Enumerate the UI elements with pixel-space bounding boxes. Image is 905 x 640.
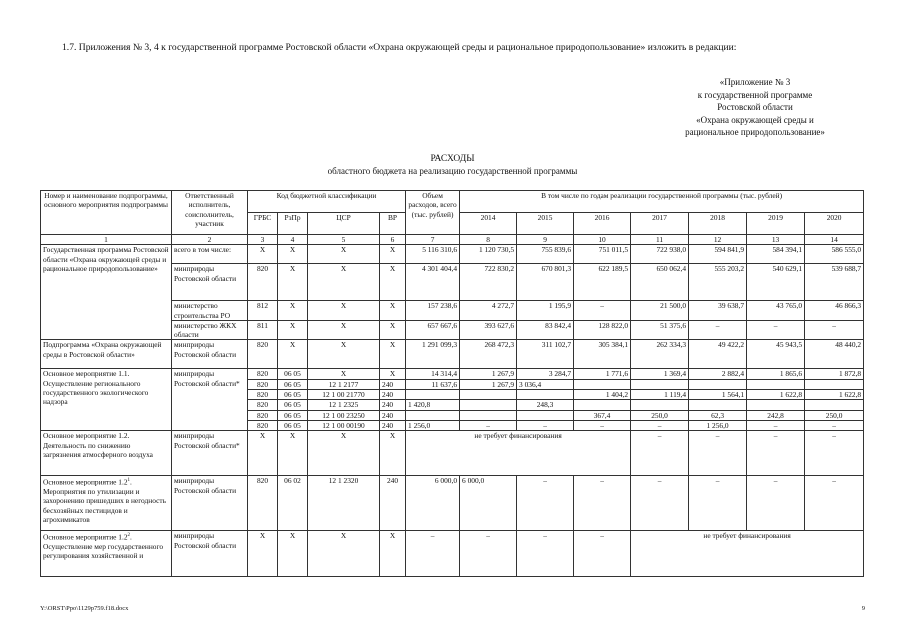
appendix-line: Ростовской области — [717, 102, 793, 112]
executor-cell: минприроды Ростовской области — [172, 476, 248, 531]
grbs-cell: 820 — [248, 369, 278, 379]
header-year: 2019 — [747, 213, 805, 235]
year-cell: 3 036,4 — [517, 379, 574, 389]
year-cell: 584 394,1 — [747, 245, 805, 264]
header-row — [41, 191, 864, 213]
rzpr-cell: X — [278, 264, 308, 301]
year-cell: – — [805, 476, 864, 531]
header-years-title: В том числе по годам реализации государственной программы (тыс. рублей) — [460, 191, 864, 213]
col-num: 13 — [747, 235, 805, 245]
year-cell: – — [631, 431, 689, 476]
total-cell: 1 256,0 — [406, 420, 460, 430]
year-cell: – — [805, 431, 864, 476]
appendix-line: «Приложение № 3 — [719, 77, 791, 87]
vr-cell: 240 — [380, 476, 406, 531]
table-row — [41, 369, 864, 379]
vr-cell: X — [380, 369, 406, 379]
header-volume: Объем расходов, всего (тыс. рублей) — [406, 191, 460, 235]
executor-cell: всего в том числе: — [172, 245, 248, 264]
year-cell: 51 375,6 — [631, 320, 689, 340]
grbs-cell: X — [248, 531, 278, 577]
col-num: 5 — [308, 235, 380, 245]
rzpr-cell: 06 05 — [278, 379, 308, 389]
header-budget-code: Код бюджетной классификации — [248, 191, 406, 213]
year-cell: 242,8 — [747, 410, 805, 420]
executor-cell: министерство ЖКХ области — [172, 320, 248, 340]
total-cell: – — [406, 531, 460, 577]
year-cell: – — [805, 320, 864, 340]
year-cell: 128 822,0 — [574, 320, 631, 340]
col-num: 14 — [805, 235, 864, 245]
header-grbs: ГРБС — [248, 213, 278, 235]
year-cell: – — [747, 320, 805, 340]
year-cell: – — [574, 420, 631, 430]
rzpr-cell: X — [278, 245, 308, 264]
no-funding-note: не требует финансирования — [631, 531, 864, 577]
vr-cell: 240 — [380, 420, 406, 430]
header-name: Номер и наименование подпрограммы, основного мероприятия подпрограммы — [41, 191, 172, 235]
year-cell: 1 622,8 — [805, 390, 864, 400]
col-num: 1 — [41, 235, 172, 245]
page-number: 9 — [861, 605, 865, 612]
year-cell: 45 943,5 — [747, 340, 805, 369]
year-cell — [631, 379, 689, 389]
csr-cell: X — [308, 245, 380, 264]
csr-cell: 12 1 2320 — [308, 476, 380, 531]
year-cell: 1 267,9 — [460, 369, 517, 379]
header-executor: Ответственный исполнитель, соисполнитель, участник — [172, 191, 248, 235]
header-year: 2017 — [631, 213, 689, 235]
grbs-cell: 820 — [248, 390, 278, 400]
year-cell: 670 801,3 — [517, 264, 574, 301]
rzpr-cell: 06 05 — [278, 420, 308, 430]
rzpr-cell: 06 02 — [278, 476, 308, 531]
rzpr-cell: X — [278, 340, 308, 369]
year-cell: – — [517, 531, 574, 577]
year-cell: 248,3 — [517, 400, 574, 410]
appendix-line: к государственной программе — [697, 89, 813, 100]
total-cell: 657 667,6 — [406, 320, 460, 340]
year-cell: 2 882,4 — [689, 369, 747, 379]
rzpr-cell: X — [278, 320, 308, 340]
year-cell: 21 500,0 — [631, 301, 689, 321]
activity-name: Основное мероприятие 1.1. Осуществление регионального государственного экологического надзора — [41, 369, 172, 431]
col-num: 2 — [172, 235, 248, 245]
subprogram-name: Подпрограмма «Охрана окружающей среды в Ростовской области» — [41, 340, 172, 369]
year-cell: – — [805, 420, 864, 430]
year-cell — [574, 379, 631, 389]
year-cell: 1 369,4 — [631, 369, 689, 379]
col-num: 6 — [380, 235, 406, 245]
activity-name: Основное мероприятие $1.2^1$. Мероприятия по утилизации и захоронению пришедших в негодность бесхозяйных пестицидов и агрохимикатов — [41, 476, 172, 531]
year-cell: – — [747, 431, 805, 476]
rzpr-cell: 06 05 — [278, 400, 308, 410]
year-cell: 586 555,0 — [805, 245, 864, 264]
year-cell: – — [574, 531, 631, 577]
executor-cell: минприроды Ростовской области* — [172, 369, 248, 431]
activity-name: Основное мероприятие 1.2. Деятельность по снижению загрязнения атмосферного воздуха — [41, 431, 172, 476]
csr-cell: X — [308, 431, 380, 476]
year-cell: 1 622,8 — [747, 390, 805, 400]
executor-cell: минприроды Ростовской области — [172, 340, 248, 369]
year-cell: 1 404,2 — [574, 390, 631, 400]
year-cell — [805, 400, 864, 410]
activity-name: Основное мероприятие $1.2^2$. Осуществление мер государственного регулирования хозяйственной и — [41, 531, 172, 577]
year-cell: 367,4 — [574, 410, 631, 420]
table-row — [41, 245, 864, 264]
total-cell — [406, 410, 460, 420]
rzpr-cell: X — [278, 431, 308, 476]
year-cell: 250,0 — [631, 410, 689, 420]
vr-cell: X — [380, 431, 406, 476]
col-num: 11 — [631, 235, 689, 245]
year-cell: – — [747, 476, 805, 531]
grbs-cell: X — [248, 245, 278, 264]
year-cell: – — [574, 476, 631, 531]
csr-cell: 12 1 00 21770 — [308, 390, 380, 400]
year-cell: 1 267,9 — [460, 379, 517, 389]
year-cell: 1 256,0 — [689, 420, 747, 430]
table-row — [41, 431, 864, 476]
grbs-cell: 820 — [248, 420, 278, 430]
rzpr-cell: X — [278, 301, 308, 321]
year-cell: 622 189,5 — [574, 264, 631, 301]
year-cell: – — [574, 301, 631, 321]
table-row — [41, 531, 864, 577]
vr-cell: X — [380, 531, 406, 577]
appendix-heading — [645, 76, 865, 139]
year-cell: 1 564,1 — [689, 390, 747, 400]
total-cell: 11 637,6 — [406, 379, 460, 389]
executor-cell: минприроды Ростовской области* — [172, 431, 248, 476]
grbs-cell: 820 — [248, 379, 278, 389]
year-cell: – — [517, 476, 574, 531]
year-cell — [517, 410, 574, 420]
header-year: 2020 — [805, 213, 864, 235]
year-cell: 393 627,6 — [460, 320, 517, 340]
year-cell: 305 384,1 — [574, 340, 631, 369]
rzpr-cell: 06 05 — [278, 390, 308, 400]
year-cell: 1 771,6 — [574, 369, 631, 379]
column-number-row — [41, 235, 864, 245]
year-cell: 250,0 — [805, 410, 864, 420]
year-cell: 48 440,2 — [805, 340, 864, 369]
title-main: РАСХОДЫ — [430, 154, 475, 164]
year-cell: 1 120 730,5 — [460, 245, 517, 264]
year-cell: 49 422,2 — [689, 340, 747, 369]
year-cell: 722 938,0 — [631, 245, 689, 264]
grbs-cell: 820 — [248, 264, 278, 301]
year-cell: – — [689, 476, 747, 531]
csr-cell: X — [308, 320, 380, 340]
table-row — [41, 476, 864, 531]
grbs-cell: 811 — [248, 320, 278, 340]
total-cell: 5 116 310,6 — [406, 245, 460, 264]
year-cell: 722 830,2 — [460, 264, 517, 301]
rzpr-cell: 06 05 — [278, 410, 308, 420]
header-year: 2014 — [460, 213, 517, 235]
col-num: 10 — [574, 235, 631, 245]
year-cell — [689, 400, 747, 410]
csr-cell: X — [308, 531, 380, 577]
col-num: 8 — [460, 235, 517, 245]
year-cell: – — [517, 420, 574, 430]
vr-cell: X — [380, 301, 406, 321]
year-cell — [747, 379, 805, 389]
year-cell: 540 629,1 — [747, 264, 805, 301]
table-row — [41, 340, 864, 369]
year-cell: 311 102,7 — [517, 340, 574, 369]
year-cell — [747, 400, 805, 410]
year-cell: 43 765,0 — [747, 301, 805, 321]
year-cell: 650 062,4 — [631, 264, 689, 301]
rzpr-cell: X — [278, 531, 308, 577]
year-cell: 1 872,8 — [805, 369, 864, 379]
csr-cell: X — [308, 301, 380, 321]
csr-cell: 12 1 00 00190 — [308, 420, 380, 430]
vr-cell: X — [380, 340, 406, 369]
total-cell: 1 420,8 — [406, 400, 460, 410]
csr-cell: 12 1 2325 — [308, 400, 380, 410]
year-cell: 262 334,3 — [631, 340, 689, 369]
year-cell: 539 688,7 — [805, 264, 864, 301]
year-cell — [574, 400, 631, 410]
col-num: 9 — [517, 235, 574, 245]
year-cell: 46 866,3 — [805, 301, 864, 321]
year-cell: 594 841,9 — [689, 245, 747, 264]
col-num: 7 — [406, 235, 460, 245]
col-num: 3 — [248, 235, 278, 245]
year-cell: – — [631, 476, 689, 531]
year-cell: 1 865,6 — [747, 369, 805, 379]
header-rzpr: РзПр — [278, 213, 308, 235]
col-num: 12 — [689, 235, 747, 245]
year-cell: 39 638,7 — [689, 301, 747, 321]
year-cell: 268 472,3 — [460, 340, 517, 369]
csr-cell: X — [308, 264, 380, 301]
document-title — [0, 154, 905, 177]
grbs-cell: X — [248, 431, 278, 476]
year-cell: 751 011,5 — [574, 245, 631, 264]
year-cell — [631, 400, 689, 410]
header-year: 2018 — [689, 213, 747, 235]
file-path: Y:\ORST\Ppo\1129p759.f18.docx — [40, 605, 129, 612]
year-cell — [460, 390, 517, 400]
executor-cell: министерство строительства РО — [172, 301, 248, 321]
csr-cell: X — [308, 369, 380, 379]
rzpr-cell: 06 05 — [278, 369, 308, 379]
header-vr: ВР — [380, 213, 406, 235]
header-year: 2015 — [517, 213, 574, 235]
title-sub: областного бюджета на реализацию государственной программы — [327, 165, 578, 176]
year-cell: – — [460, 531, 517, 577]
year-cell — [460, 410, 517, 420]
year-cell: – — [460, 420, 517, 430]
vr-cell: X — [380, 245, 406, 264]
year-cell: – — [747, 420, 805, 430]
year-cell — [805, 379, 864, 389]
year-cell: 83 842,4 — [517, 320, 574, 340]
grbs-cell: 820 — [248, 400, 278, 410]
executor-cell: минприроды Ростовской области — [172, 264, 248, 301]
year-cell — [517, 390, 574, 400]
year-cell: – — [631, 420, 689, 430]
total-cell: 14 314,4 — [406, 369, 460, 379]
year-cell: – — [689, 320, 747, 340]
year-cell: 1 195,9 — [517, 301, 574, 321]
col-num: 4 — [278, 235, 308, 245]
csr-cell: 12 1 00 23250 — [308, 410, 380, 420]
executor-cell: минприроды Ростовской области — [172, 531, 248, 577]
intro-text: 1.7. Приложения № 3, 4 к государственной программе Ростовской области «Охрана окружающей среды и рациональное природопользование» изложить в редакции: — [62, 42, 737, 53]
no-funding-note: не требует финансирования — [406, 431, 631, 476]
year-cell — [460, 400, 517, 410]
year-cell: 3 284,7 — [517, 369, 574, 379]
total-cell — [406, 390, 460, 400]
csr-cell: X — [308, 340, 380, 369]
total-cell: 6 000,0 — [406, 476, 460, 531]
grbs-cell: 812 — [248, 301, 278, 321]
grbs-cell: 820 — [248, 476, 278, 531]
year-cell: 1 119,4 — [631, 390, 689, 400]
vr-cell: 240 — [380, 390, 406, 400]
year-cell: 62,3 — [689, 410, 747, 420]
vr-cell: X — [380, 264, 406, 301]
appendix-line: рациональное природопользование» — [685, 127, 825, 137]
year-cell: – — [689, 431, 747, 476]
total-cell: 157 238,6 — [406, 301, 460, 321]
csr-cell: 12 1 2177 — [308, 379, 380, 389]
vr-cell: 240 — [380, 410, 406, 420]
total-cell: 1 291 099,3 — [406, 340, 460, 369]
total-cell: 4 301 404,4 — [406, 264, 460, 301]
vr-cell: 240 — [380, 400, 406, 410]
header-year: 2016 — [574, 213, 631, 235]
year-cell: 555 203,2 — [689, 264, 747, 301]
appendix-line: «Охрана окружающей среды и — [696, 114, 814, 125]
header-csr: ЦСР — [308, 213, 380, 235]
expenses-table — [40, 190, 864, 577]
grbs-cell: 820 — [248, 340, 278, 369]
vr-cell: 240 — [380, 379, 406, 389]
year-cell: 755 839,6 — [517, 245, 574, 264]
year-cell: 6 000,0 — [460, 476, 517, 531]
vr-cell: X — [380, 320, 406, 340]
year-cell: 4 272,7 — [460, 301, 517, 321]
program-name: Государственная программа Ростовской области «Охрана окружающей среды и рациональное природопользование» — [41, 245, 172, 340]
grbs-cell: 820 — [248, 410, 278, 420]
year-cell — [689, 379, 747, 389]
